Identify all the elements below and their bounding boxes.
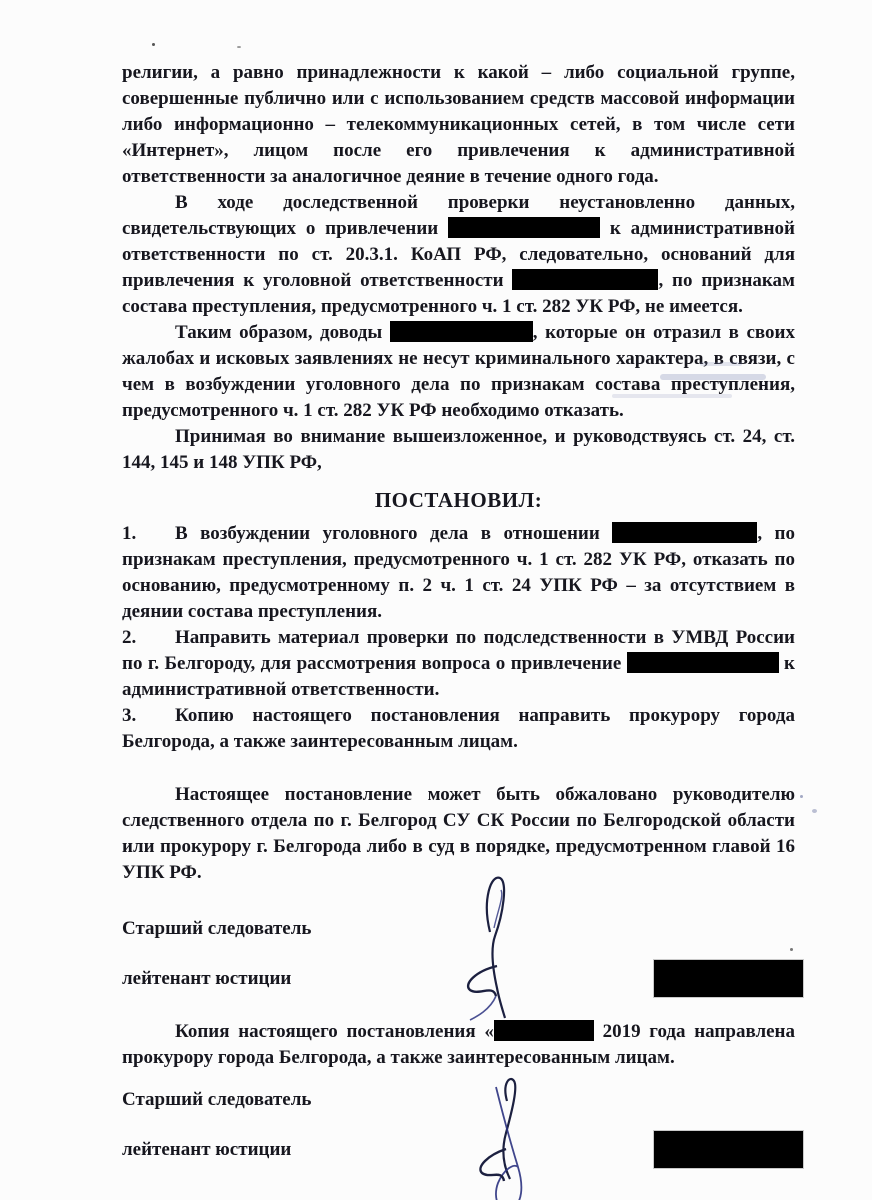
scan-smudge <box>660 374 766 380</box>
scan-smudge <box>700 362 742 366</box>
redaction-box <box>448 217 600 238</box>
redaction-box <box>512 269 658 290</box>
item-number: 2. <box>122 627 137 648</box>
redaction-box <box>627 652 779 673</box>
signature-row <box>122 960 795 997</box>
signature-title: Старший следователь <box>122 1089 312 1110</box>
scan-speck <box>812 809 817 813</box>
redaction-box <box>494 1020 594 1041</box>
copy-note-paragraph: Копия настоящего постановления « 2019 года направлена прокурору города Белгорода, а также заинтересованным лицам. <box>122 1021 795 1068</box>
scan-speck <box>790 948 793 951</box>
signature-block-1 <box>122 916 795 997</box>
signature-title: Старший следователь <box>122 918 312 939</box>
item-number: 3. <box>122 705 137 726</box>
redaction-box <box>390 321 533 342</box>
item-number: 1. <box>122 523 137 544</box>
scan-speck <box>237 46 241 48</box>
resolution-item-1 <box>122 521 795 625</box>
signature-block-2 <box>122 1087 795 1168</box>
signature-redaction-box <box>654 960 803 997</box>
item-text: В возбуждении уголовного дела в отношении , по признакам преступления, предусмотренного ч. 1 ст. 282 УК РФ, отказать по основанию, предусмотренному п. 2 ч. 1 ст. 24 УПК РФ – за отсутствием в деянии состава преступления. <box>122 523 795 622</box>
text-column <box>122 60 795 1168</box>
item-text: Копию настоящего постановления направить прокурору города Белгорода, а также заинтересованным лицам. <box>122 705 795 752</box>
signature-row <box>122 1131 795 1168</box>
scan-smudge <box>612 394 732 398</box>
signature-rank: лейтенант юстиции <box>122 1138 292 1160</box>
paragraph-conclusion: Таким образом, доводы , которые он отразил в своих жалобах и исковых заявлениях не несут криминального характера, в связи, с чем в возбуждении уголовного дела по признакам состава преступления, предусмотренного ч. 1 ст. 282 УК РФ необходимо отказать. <box>122 322 795 421</box>
paragraph-continuation: религии, а равно принадлежности к какой – либо социальной группе, совершенные публично или с использованием средств массовой информации либо информационно – телекоммуникационных сетей, в том числе сети «Интернет», лицом после его привлечения к административной ответственности за аналогичное деяние в течение одного года. <box>122 62 795 187</box>
handwritten-signature-icon <box>444 870 540 1022</box>
paragraph-check-findings: В ходе доследственной проверки неустановленно данных, свидетельствующих о привлечении к административной ответственности по ст. 20.3.1. КоАП РФ, следовательно, оснований для привлечения к уголовной ответственности , по признакам состава преступления, предусмотренного ч. 1 ст. 282 УК РФ, не имеется. <box>122 192 796 317</box>
resolution-item-3 <box>122 703 795 755</box>
scan-speck <box>152 43 155 46</box>
scan-speck <box>800 795 803 798</box>
item-text: Направить материал проверки по подследственности в УМВД России по г. Белгороду, для рассмотрения вопроса о привлечение к административной ответственности. <box>122 627 795 700</box>
redaction-box <box>612 522 757 543</box>
paragraph-appeal-rights: Настоящее постановление может быть обжаловано руководителю следственного отдела по г. Белгород СУ СК России по Белгородской области или прокурору г. Белгорода либо в суд в порядке, предусмотренном главой 16 УПК РФ. <box>122 784 795 883</box>
resolution-item-2 <box>122 625 795 703</box>
resolution-heading: ПОСТАНОВИЛ: <box>374 488 543 512</box>
signature-rank: лейтенант юстиции <box>122 967 292 989</box>
paragraph-legal-basis: Принимая во внимание вышеизложенное, и руководствуясь ст. 24, ст. 144, 145 и 148 УПК РФ, <box>122 426 795 473</box>
signature-redaction-box <box>654 1131 803 1168</box>
